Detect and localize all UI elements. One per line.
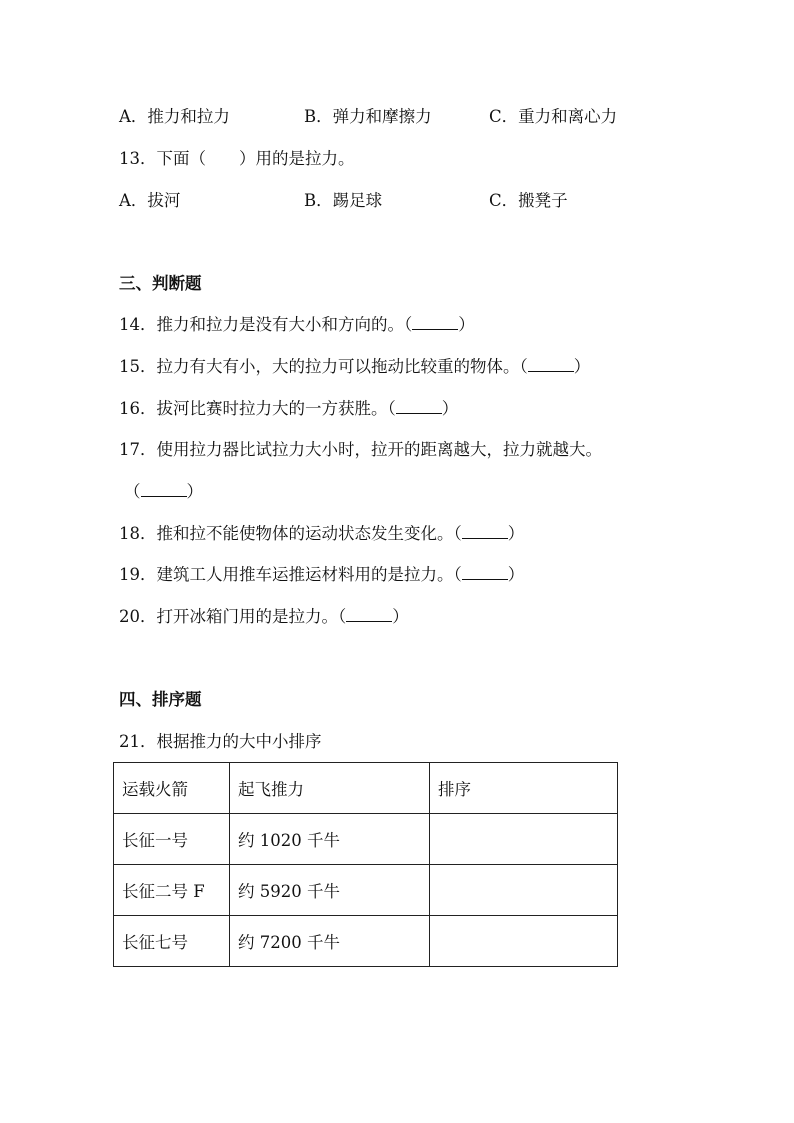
q19 [119,564,524,586]
rocket-name: 长征七号 [114,916,230,967]
q16 [119,398,458,420]
rocket-thrust: 约 5920 千牛 [230,865,430,916]
q15-close: ） [573,357,591,376]
q17-open: （ [124,482,141,501]
q12-option-b: B．弹力和摩擦力 [304,107,432,126]
q18 [119,523,524,545]
q12-option-a: A．推力和拉力 [119,107,230,126]
q21-stem: 21．根据推力的大中小排序 [119,732,322,751]
header-thrust: 起飞推力 [230,763,430,814]
rocket-thrust: 约 1020 千牛 [230,814,430,865]
rocket-thrust: 约 7200 千牛 [230,916,430,967]
table-row [114,814,618,865]
q17-close: ） [186,482,203,501]
q13-stem: 13．下面（ ）用的是拉力。 [119,149,355,168]
rocket-name: 长征一号 [114,814,230,865]
q20-text: 20．打开冰箱门用的是拉力。（ [119,607,347,626]
order-cell[interactable] [430,865,618,916]
rocket-thrust-table [113,762,618,967]
q15-text: 15．拉力有大有小，大的拉力可以拖动比较重的物体。（ [119,357,528,376]
q18-answer-blank[interactable] [462,524,508,539]
q14-close: ） [458,315,475,334]
q15-answer-blank[interactable] [528,357,574,372]
header-rocket: 运载火箭 [114,763,230,814]
section-title-judgement: 三、判断题 [119,274,202,293]
q20 [119,606,409,628]
q13-option-c: C．搬凳子 [489,191,568,210]
q16-close: ） [441,399,459,418]
q14-text: 14．推力和拉力是没有大小和方向的。（ [119,315,413,334]
table-row [114,865,618,916]
header-order: 排序 [430,763,618,814]
rocket-name: 长征二号 F [114,865,230,916]
q18-text: 18．推和拉不能使物体的运动状态发生变化。（ [119,524,462,543]
q17-answer-blank[interactable] [141,482,187,497]
section-title-sorting: 四、排序题 [119,690,202,709]
q19-close: ） [507,565,525,584]
order-cell[interactable] [430,814,618,865]
q19-text: 19．建筑工人用推车运推运材料用的是拉力。（ [119,565,462,584]
q20-answer-blank[interactable] [346,607,392,622]
q14-answer-blank[interactable] [412,315,458,330]
order-cell[interactable] [430,916,618,967]
table-row [114,916,618,967]
q17-answer [124,481,203,503]
q13-option-a: A．拔河 [119,191,181,210]
q16-answer-blank[interactable] [396,399,442,414]
q20-close: ） [392,607,409,626]
q19-answer-blank[interactable] [462,565,508,580]
q13-option-b: B．踢足球 [304,191,383,210]
q17-text: 17．使用拉力器比试拉力大小时，拉开的距离越大，拉力就越大。 [119,440,602,459]
q14 [119,314,475,336]
q18-close: ） [507,524,525,543]
table-header-row [114,763,618,814]
q15 [119,356,590,378]
q12-option-c: C．重力和离心力 [489,107,618,126]
q16-text: 16．拔河比赛时拉力大的一方获胜。（ [119,399,396,418]
